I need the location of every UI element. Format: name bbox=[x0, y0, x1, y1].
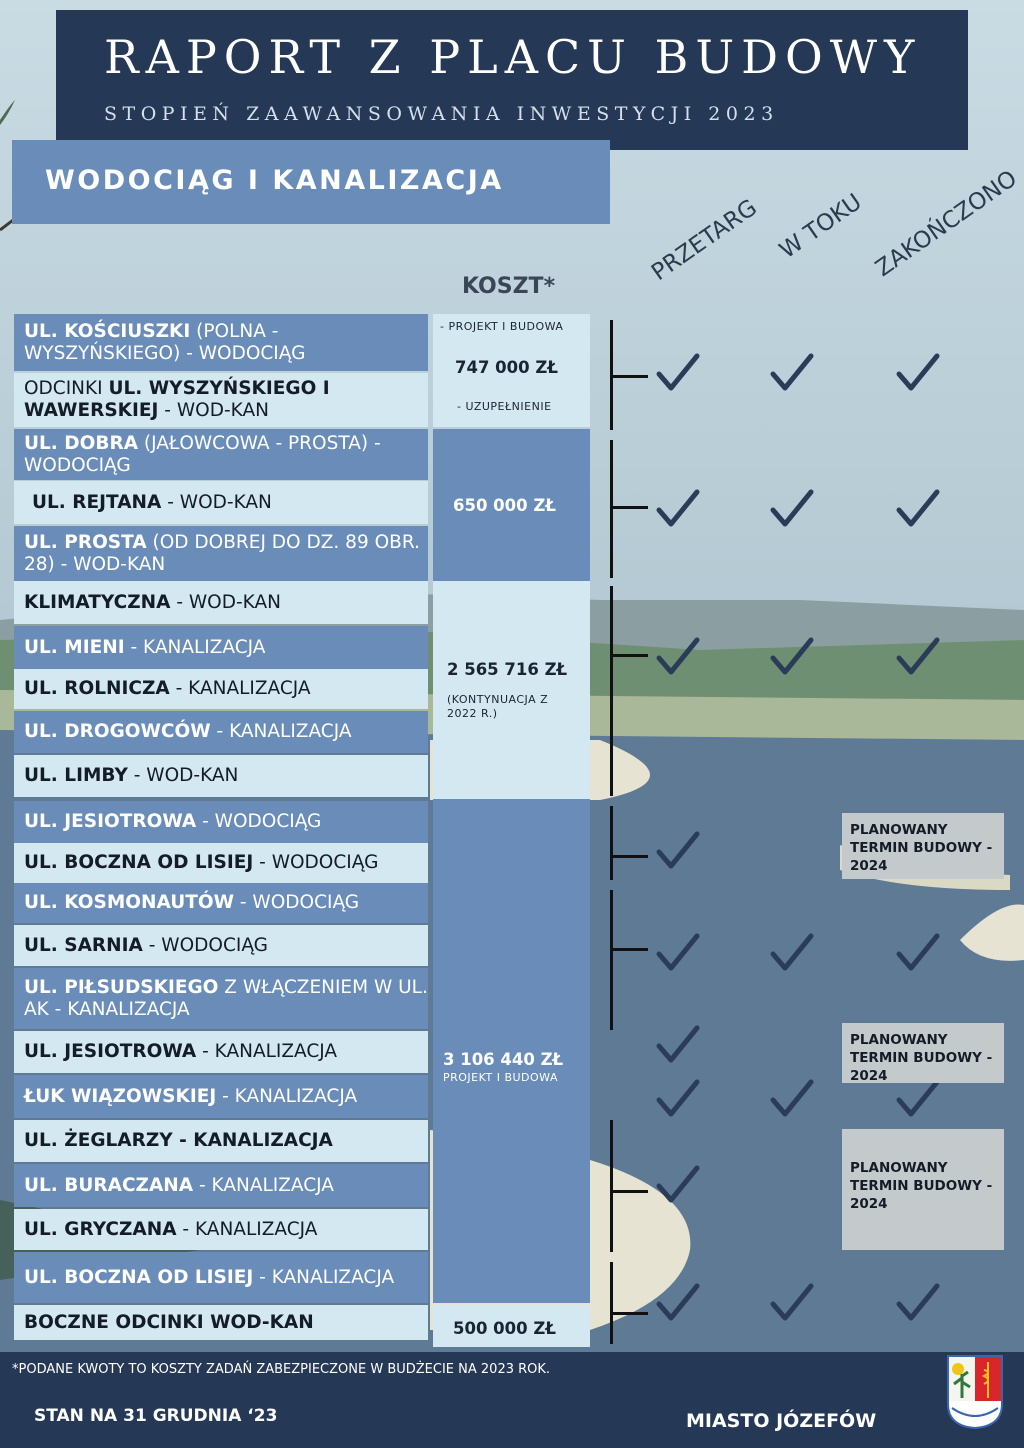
cost-cell bbox=[433, 581, 590, 799]
check-icon bbox=[770, 930, 814, 974]
crest-icon bbox=[946, 1354, 1004, 1430]
table-row: UL. KOŚCIUSZKI (POLNA - WYSZYŃSKIEGO) - WODOCIĄG bbox=[14, 314, 428, 371]
cost-note: PROJEKT I BUDOWA bbox=[443, 1071, 558, 1084]
group-bracket bbox=[610, 855, 648, 858]
planned-note: PLANOWANY TERMIN BUDOWY - 2024 bbox=[842, 1129, 1004, 1250]
check-icon bbox=[656, 1162, 700, 1206]
check-icon bbox=[896, 1280, 940, 1324]
group-bracket bbox=[610, 1262, 613, 1344]
table-row: UL. BOCZNA OD LISIEJ - KANALIZACJA bbox=[14, 1252, 428, 1303]
footnote: *PODANE KWOTY TO KOSZTY ZADAŃ ZABEZPIECZONE W BUDŻECIE NA 2023 ROK. bbox=[12, 1362, 551, 1377]
table-row: UL. JESIOTROWA - KANALIZACJA bbox=[14, 1031, 428, 1073]
table-row: ŁUK WIĄZOWSKIEJ - KANALIZACJA bbox=[14, 1075, 428, 1118]
cost-value: 500 000 ZŁ bbox=[453, 1319, 556, 1338]
check-icon bbox=[656, 930, 700, 974]
check-icon bbox=[656, 1076, 700, 1120]
group-bracket bbox=[610, 1312, 648, 1315]
check-icon bbox=[896, 350, 940, 394]
tender-column-header: PRZETARG bbox=[647, 194, 762, 286]
table-row: UL. JESIOTROWA - WODOCIĄG bbox=[14, 801, 428, 843]
table-row: UL. BOCZNA OD LISIEJ - WODOCIĄG bbox=[14, 843, 428, 883]
table-row: UL. PIŁSUDSKIEGO Z WŁĄCZENIEM W UL. AK - KANALIZACJA bbox=[14, 968, 428, 1029]
table-row: BOCZNE ODCINKI WOD-KAN bbox=[14, 1305, 428, 1340]
table-row: UL. DOBRA (JAŁOWCOWA - PROSTA) - WODOCIĄG bbox=[14, 429, 428, 480]
in-progress-column-header: W TOKU bbox=[775, 189, 867, 264]
group-bracket bbox=[610, 586, 613, 796]
table-row: KLIMATYCZNA - WOD-KAN bbox=[14, 581, 428, 624]
check-icon bbox=[896, 930, 940, 974]
table-row: UL. KOSMONAUTÓW - WODOCIĄG bbox=[14, 883, 428, 923]
page-subtitle: STOPIEŃ ZAAWANSOWANIA INWESTYCJI 2023 bbox=[104, 103, 779, 125]
check-icon bbox=[656, 828, 700, 872]
group-bracket bbox=[610, 806, 613, 880]
check-icon bbox=[896, 634, 940, 678]
cost-note: (KONTYNUACJA Z 2022 R.) bbox=[447, 693, 549, 720]
table-row: UL. GRYCZANA - KANALIZACJA bbox=[14, 1209, 428, 1250]
cost-value: 3 106 440 ZŁ bbox=[443, 1050, 564, 1069]
planned-note: PLANOWANY TERMIN BUDOWY - 2024 bbox=[842, 813, 1004, 879]
table-row: UL. BURACZANA - KANALIZACJA bbox=[14, 1164, 428, 1207]
cost-note: - UZUPEŁNIENIE bbox=[457, 400, 552, 413]
check-icon bbox=[656, 350, 700, 394]
group-bracket bbox=[610, 654, 648, 657]
table-row: UL. SARNIA - WODOCIĄG bbox=[14, 925, 428, 966]
check-icon bbox=[770, 634, 814, 678]
group-bracket bbox=[610, 1190, 648, 1193]
cost-value: 650 000 ZŁ bbox=[453, 496, 556, 515]
group-bracket bbox=[610, 1120, 613, 1252]
table-row: UL. DROGOWCÓW - KANALIZACJA bbox=[14, 711, 428, 753]
group-bracket bbox=[610, 440, 613, 578]
check-icon bbox=[656, 486, 700, 530]
city-name: MIASTO JÓZEFÓW bbox=[686, 1410, 877, 1432]
group-bracket bbox=[610, 948, 648, 951]
check-icon bbox=[656, 1280, 700, 1324]
cost-value: 2 565 716 ZŁ bbox=[447, 660, 568, 679]
planned-note: PLANOWANY TERMIN BUDOWY - 2024 bbox=[842, 1023, 1004, 1083]
table-row: UL. ŻEGLARZY - KANALIZACJA bbox=[14, 1120, 428, 1162]
status-date: STAN NA 31 GRUDNIA ‘23 bbox=[34, 1406, 278, 1426]
check-icon bbox=[770, 350, 814, 394]
table-row: UL. ROLNICZA - KANALIZACJA bbox=[14, 669, 428, 709]
table-row: UL. PROSTA (OD DOBREJ DO DZ. 89 OBR. 28) - WOD-KAN bbox=[14, 526, 428, 581]
group-bracket bbox=[610, 506, 648, 509]
check-icon bbox=[770, 1280, 814, 1324]
cost-note: - PROJEKT I BUDOWA bbox=[440, 320, 564, 333]
group-bracket bbox=[610, 375, 648, 378]
check-icon bbox=[656, 1022, 700, 1066]
table-row: UL. LIMBY - WOD-KAN bbox=[14, 755, 428, 797]
check-icon bbox=[896, 486, 940, 530]
section-title: WODOCIĄG I KANALIZACJA bbox=[45, 165, 504, 196]
cost-value: 747 000 ZŁ bbox=[455, 358, 558, 377]
table-row: UL. MIENI - KANALIZACJA bbox=[14, 626, 428, 669]
group-bracket bbox=[610, 890, 613, 1030]
check-icon bbox=[770, 1076, 814, 1120]
page-title: RAPORT Z PLACU BUDOWY bbox=[104, 30, 922, 84]
table-row: UL. REJTANA - WOD-KAN bbox=[14, 481, 428, 524]
cost-column-header: KOSZT* bbox=[462, 274, 556, 299]
check-icon bbox=[770, 486, 814, 530]
check-icon bbox=[656, 634, 700, 678]
completed-column-header: ZAKOŃCZONO bbox=[871, 165, 1022, 282]
table-row: ODCINKI UL. WYSZYŃSKIEGO I WAWERSKIEJ - WOD-KAN bbox=[14, 373, 428, 427]
